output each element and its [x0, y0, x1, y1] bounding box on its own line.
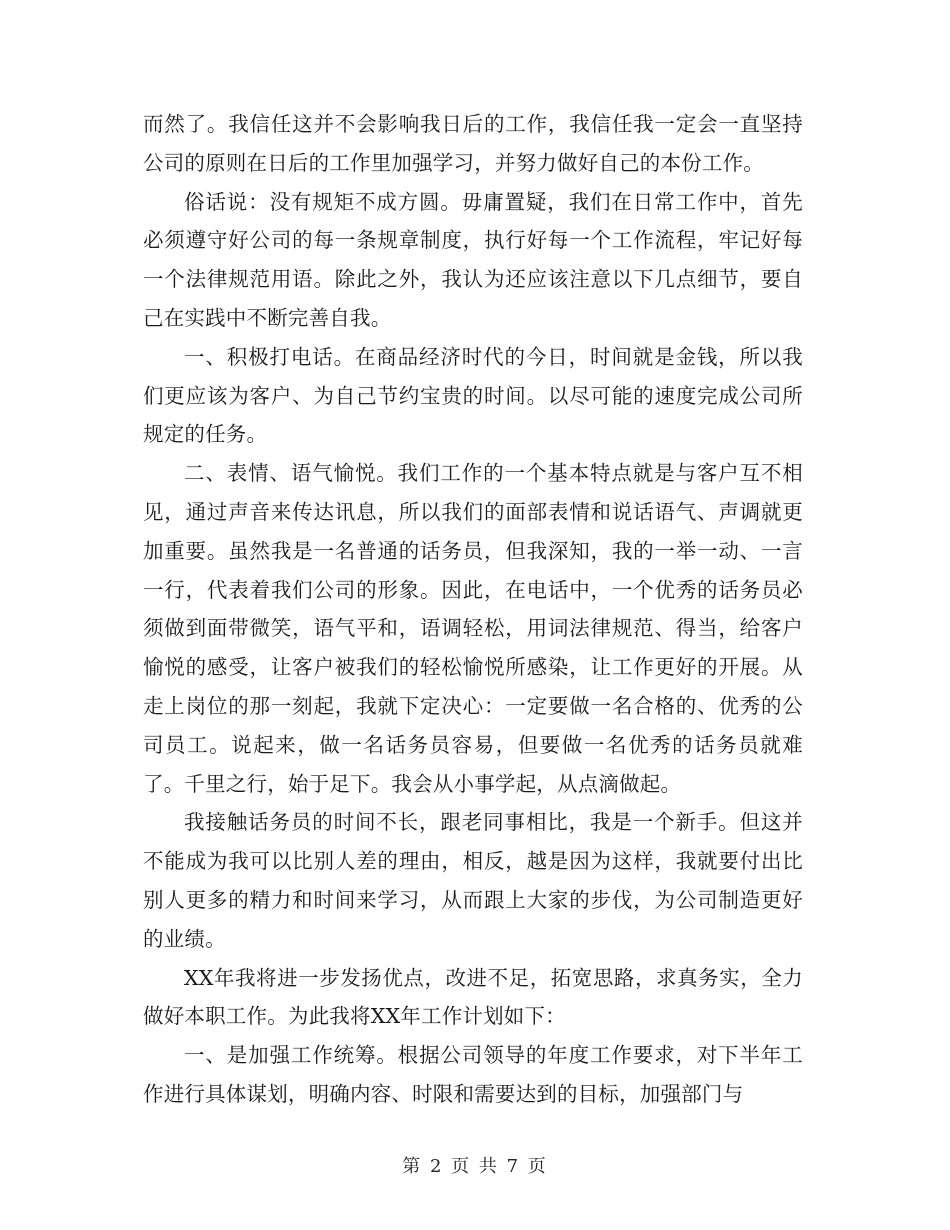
page-number-footer: 第 2 页 共 7 页 — [402, 1156, 548, 1177]
paragraph-point-two: 二、表情、语气愉悦。我们工作的一个基本特点就是与客户互不相见，通过声音来传达讯息，所以我们的面部表情和说话语气、声调就更加重要。虽然我是一名普通的话务员，但我深知，我的一举一动、一言一行，代表着我们公司的形象。因此，在电话中，一个优秀的话务员必须做到面带微笑，语气平和，语调轻松，用词法律规范、得当，给客户愉悦的感受，让客户被我们的轻松愉悦所感染，让工作更好的开展。从走上岗位的那一刻起，我就下定决心：一定要做一名合格的、优秀的公司员工。说起来，做一名话务员容易，但要做一名优秀的话务员就难了。千里之行，始于足下。我会从小事学起，从点滴做起。 — [143, 461, 803, 796]
paragraph-plan-intro: XX年我将进一步发扬优点，改进不足，拓宽思路，求真务实，全力做好本职工作。为此我将XX年工作计划如下： — [143, 965, 803, 1029]
paragraph-rules: 俗话说：没有规矩不成方圆。毋庸置疑，我们在日常工作中，首先必须遵守好公司的每一条规章制度，执行好每一个工作流程，牢记好每一个法律规范用语。除此之外，我认为还应该注意以下几点细节，要自己在实践中不断完善自我。 — [143, 189, 803, 330]
paragraph-point-one: 一、积极打电话。在商品经济时代的今日，时间就是金钱，所以我们更应该为客户、为自己节约宝贵的时间。以尽可能的速度完成公司所规定的任务。 — [143, 344, 803, 447]
paragraph-continuation: 而然了。我信任这并不会影响我日后的工作，我信任我一定会一直坚持公司的原则在日后的工作里加强学习，并努力做好自己的本份工作。 — [143, 112, 803, 175]
paragraph-plan-one: 一、是加强工作统筹。根据公司领导的年度工作要求，对下半年工作进行具体谋划，明确内容、时限和需要达到的目标，加强部门与 — [143, 1043, 803, 1106]
paragraph-newcomer: 我接触话务员的时间不长，跟老同事相比，我是一个新手。但这并不能成为我可以比别人差的理由，相反，越是因为这样，我就要付出比别人更多的精力和时间来学习，从而跟上大家的步伐，为公司制造更好的业绩。 — [143, 810, 803, 951]
document-body — [143, 105, 803, 1114]
